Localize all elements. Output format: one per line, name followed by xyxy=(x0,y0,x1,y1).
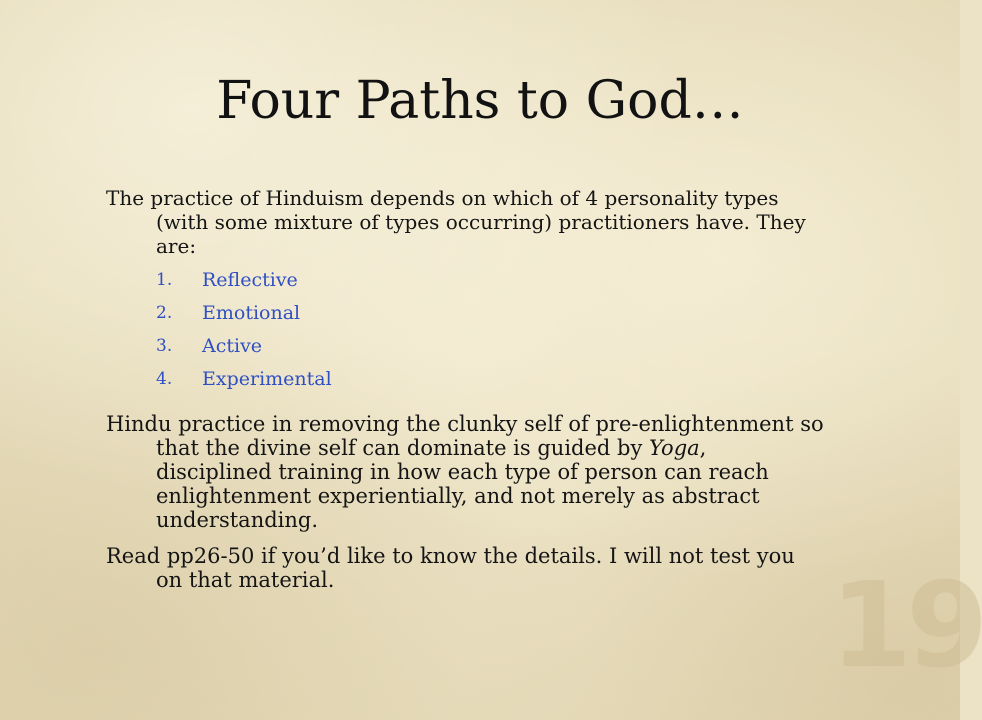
slide-title: Four Paths to God… xyxy=(216,71,744,131)
slide-number: 19 xyxy=(830,556,982,694)
list-item xyxy=(106,301,826,334)
intro-paragraph: The practice of Hinduism depends on which of 4 personality types (with some mixture of types occurring) practitioners have. They are: xyxy=(106,186,806,258)
list-item xyxy=(106,367,826,400)
paths-list xyxy=(106,268,826,400)
list-item-label: Emotional xyxy=(202,302,301,324)
closing-paragraph: Read pp26-50 if you’d like to know the details. I will not test you on that material. xyxy=(106,544,795,592)
list-item-label: Active xyxy=(202,335,263,357)
body-text-end: , disciplined training in how each type of person can reach enlightenment experientially, and not merely as abstract understanding. xyxy=(156,436,769,532)
list-item-number: 3. xyxy=(156,336,173,356)
list-item-number: 1. xyxy=(156,270,173,290)
paragraph-spacer xyxy=(106,532,826,544)
list-item-label: Experimental xyxy=(202,368,332,390)
list-item xyxy=(106,334,826,367)
body-text-start: Hindu practice in removing the clunky self of pre-enlightenment so that the divine self can dominate is guided by xyxy=(106,412,824,460)
body-paragraph xyxy=(106,412,826,532)
list-item-number: 2. xyxy=(156,303,173,323)
slide-content xyxy=(106,186,826,592)
list-item xyxy=(106,268,826,301)
yoga-term: Yoga xyxy=(649,436,700,460)
list-item-label: Reflective xyxy=(202,269,298,291)
list-item-number: 4. xyxy=(156,369,173,389)
